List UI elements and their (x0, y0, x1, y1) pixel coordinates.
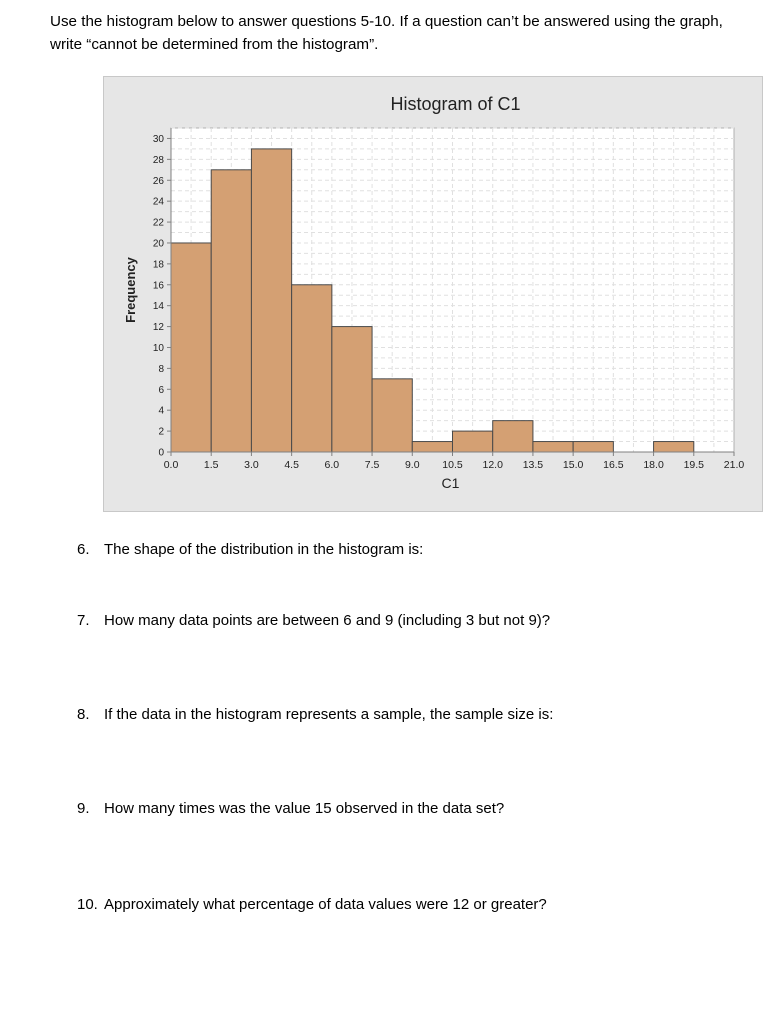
histogram-bar (171, 243, 211, 452)
y-tick-label: 20 (152, 238, 164, 250)
question-text: Approximately what percentage of data values were 12 or greater? (104, 896, 547, 913)
histogram-bar (493, 421, 533, 452)
x-tick-label: 16.5 (603, 459, 624, 471)
y-tick-label: 24 (152, 196, 164, 208)
x-tick-label: 9.0 (404, 459, 420, 471)
y-tick-label: 28 (152, 154, 164, 166)
question-number: 7. (77, 612, 90, 629)
histogram-bar (453, 431, 493, 452)
histogram-bar (654, 442, 694, 452)
y-tick-label: 18 (152, 259, 164, 271)
question-text: If the data in the histogram represents a sample, the sample size is: (104, 706, 554, 723)
x-tick-label: 13.5 (522, 459, 544, 471)
x-tick-label: 12.0 (482, 459, 503, 471)
question-7 (77, 612, 550, 629)
question-text: How many data points are between 6 and 9 (including 3 but not 9)? (104, 612, 551, 629)
x-tick-label: 18.0 (643, 459, 664, 471)
chart-title: Histogram of C1 (390, 94, 521, 114)
question-8 (77, 706, 553, 723)
x-tick-label: 0.0 (163, 459, 179, 471)
x-tick-label: 4.5 (284, 459, 299, 471)
instructions-text: Use the histogram below to answer questions 5-10. If a question can’t be answered using the graph, write “cannot be determined from the histogram”. (50, 13, 723, 53)
y-tick-label: 8 (158, 363, 164, 375)
question-9 (77, 800, 504, 817)
y-tick-label: 26 (152, 175, 164, 187)
histogram-bar (533, 442, 573, 452)
question-number: 10. (77, 896, 98, 913)
x-tick-label: 15.0 (562, 459, 584, 471)
histogram-bar (251, 149, 291, 452)
question-text: How many times was the value 15 observed in the data set? (104, 800, 505, 817)
y-tick-label: 6 (158, 384, 164, 396)
histogram-bar (573, 442, 613, 452)
y-tick-label: 2 (158, 426, 164, 438)
y-tick-label: 16 (152, 280, 164, 292)
y-tick-label: 30 (152, 133, 164, 145)
x-tick-label: 10.5 (442, 459, 463, 471)
y-tick-label: 14 (152, 301, 164, 313)
question-6 (77, 541, 423, 558)
x-axis-label: C1 (441, 475, 460, 491)
x-tick-label: 1.5 (203, 459, 219, 471)
histogram-chart (103, 76, 763, 512)
x-tick-label: 21.0 (723, 459, 745, 471)
y-tick-label: 10 (152, 342, 164, 354)
question-number: 8. (77, 706, 90, 723)
histogram-bar (372, 379, 412, 452)
y-tick-label: 22 (152, 217, 164, 229)
histogram-bar (332, 327, 372, 452)
question-10 (77, 896, 547, 913)
x-tick-label: 3.0 (244, 459, 259, 471)
y-axis-label: Frequency (123, 257, 138, 323)
question-text: The shape of the distribution in the histogram is: (104, 541, 424, 558)
histogram-svg (104, 77, 764, 513)
histogram-bar (412, 442, 452, 452)
y-tick-label: 4 (158, 405, 164, 417)
histogram-bar (292, 285, 332, 452)
question-number: 9. (77, 800, 90, 817)
y-tick-label: 0 (158, 447, 164, 459)
x-tick-label: 7.5 (364, 459, 380, 471)
question-number: 6. (77, 541, 90, 558)
histogram-bar (211, 170, 251, 452)
y-tick-label: 12 (152, 322, 164, 334)
x-tick-label: 19.5 (683, 459, 705, 471)
x-tick-label: 6.0 (324, 459, 340, 471)
